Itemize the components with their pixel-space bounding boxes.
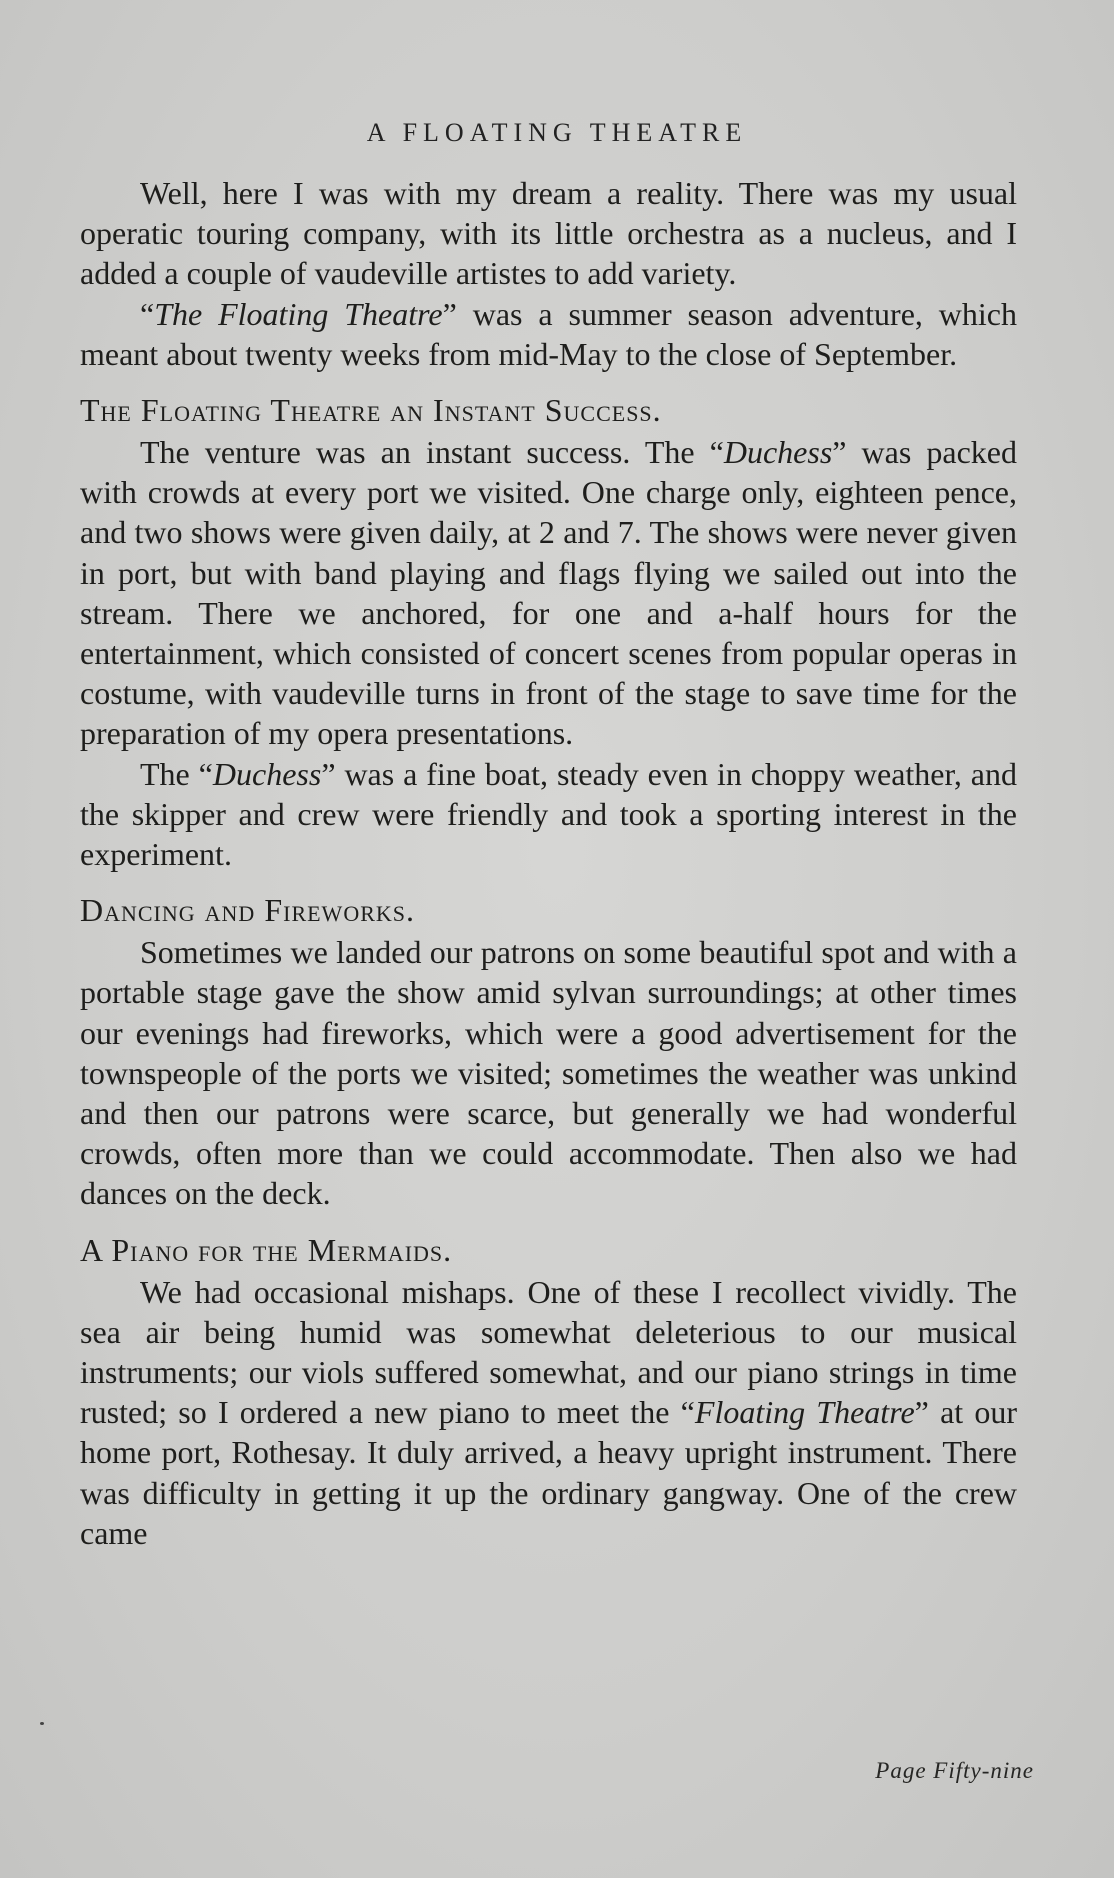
running-head: A FLOATING THEATRE xyxy=(366,118,748,147)
section-heading: The Floating Theatre an Instant Success. xyxy=(80,392,662,429)
section-heading: A Piano for the Mermaids. xyxy=(80,1231,453,1268)
italic-title: Floating Theatre xyxy=(694,1394,915,1431)
page-number: Page Fifty-nine xyxy=(875,1758,1034,1783)
paragraph-text: We had occasional mishaps. One of these I recollect vividly. The sea air being humid was somewhat deleterious to our musical instruments; our viols suffered somewhat, and our piano strings in time rusted; so I ordered a new piano to meet the “ xyxy=(80,1273,1017,1431)
paragraph-text: Sometimes we landed our patrons on some beautiful spot and with a portable stage gave the show amid sylvan surroundings; at other times our evenings had fireworks, which were a good advertisement for the townspeople of the ports we visited; sometimes the weather was unkind and then our patrons were scarce, but generally we had wonderful crowds, often more than we could accommodate. Then also we had dances on the deck. xyxy=(80,934,1017,1212)
paragraph xyxy=(80,173,1017,294)
paragraph xyxy=(80,1272,1017,1553)
paragraph xyxy=(80,754,1017,875)
paragraph-text: ” at our home port, Rothesay. It duly arrived, a heavy upright instrument. There was difficulty in getting it up the ordinary gangway. One of the crew came xyxy=(80,1394,1018,1551)
italic-title: The Floating Theatre xyxy=(154,295,443,332)
paragraph-text: The “ xyxy=(140,755,213,792)
italic-boat-name: Duchess xyxy=(723,434,833,471)
paragraph-text: ” was packed with crowds at every port we visited. One charge only, eighteen pence, and two shows were given daily, at 2 and 7. The shows were never given in port, but with band playing and flags flying we sailed out into the stream. There we anchored, for one and a-half hours for the entertainment, which consisted of concert scenes from popular operas in costume, with vaudeville turns in front of the stage to save time for the preparation of my opera presentations. xyxy=(80,434,1018,752)
section-heading: Dancing and Fireworks. xyxy=(80,892,416,929)
paragraph-text: ” was a summer season adventure, which meant about twenty weeks from mid-May to the close of September. xyxy=(80,295,1018,372)
quote-mark: “ xyxy=(140,295,155,332)
paper-speck xyxy=(40,1722,44,1725)
italic-boat-name: Duchess xyxy=(212,755,322,792)
body-text xyxy=(80,173,1017,1553)
paragraph-text: The venture was an instant success. The “ xyxy=(140,434,724,471)
paragraph xyxy=(80,294,1017,374)
paragraph-text: Well, here I was with my dream a reality. There was my usual operatic touring company, with its little orchestra as a nucleus, and I added a couple of vaudeville artistes to add variety. xyxy=(80,175,1017,292)
paragraph xyxy=(80,932,1017,1213)
paragraph xyxy=(80,432,1017,754)
paragraph-text: ” was a fine boat, steady even in choppy weather, and the skipper and crew were friendly and took a sporting interest in the experiment. xyxy=(80,755,1018,873)
